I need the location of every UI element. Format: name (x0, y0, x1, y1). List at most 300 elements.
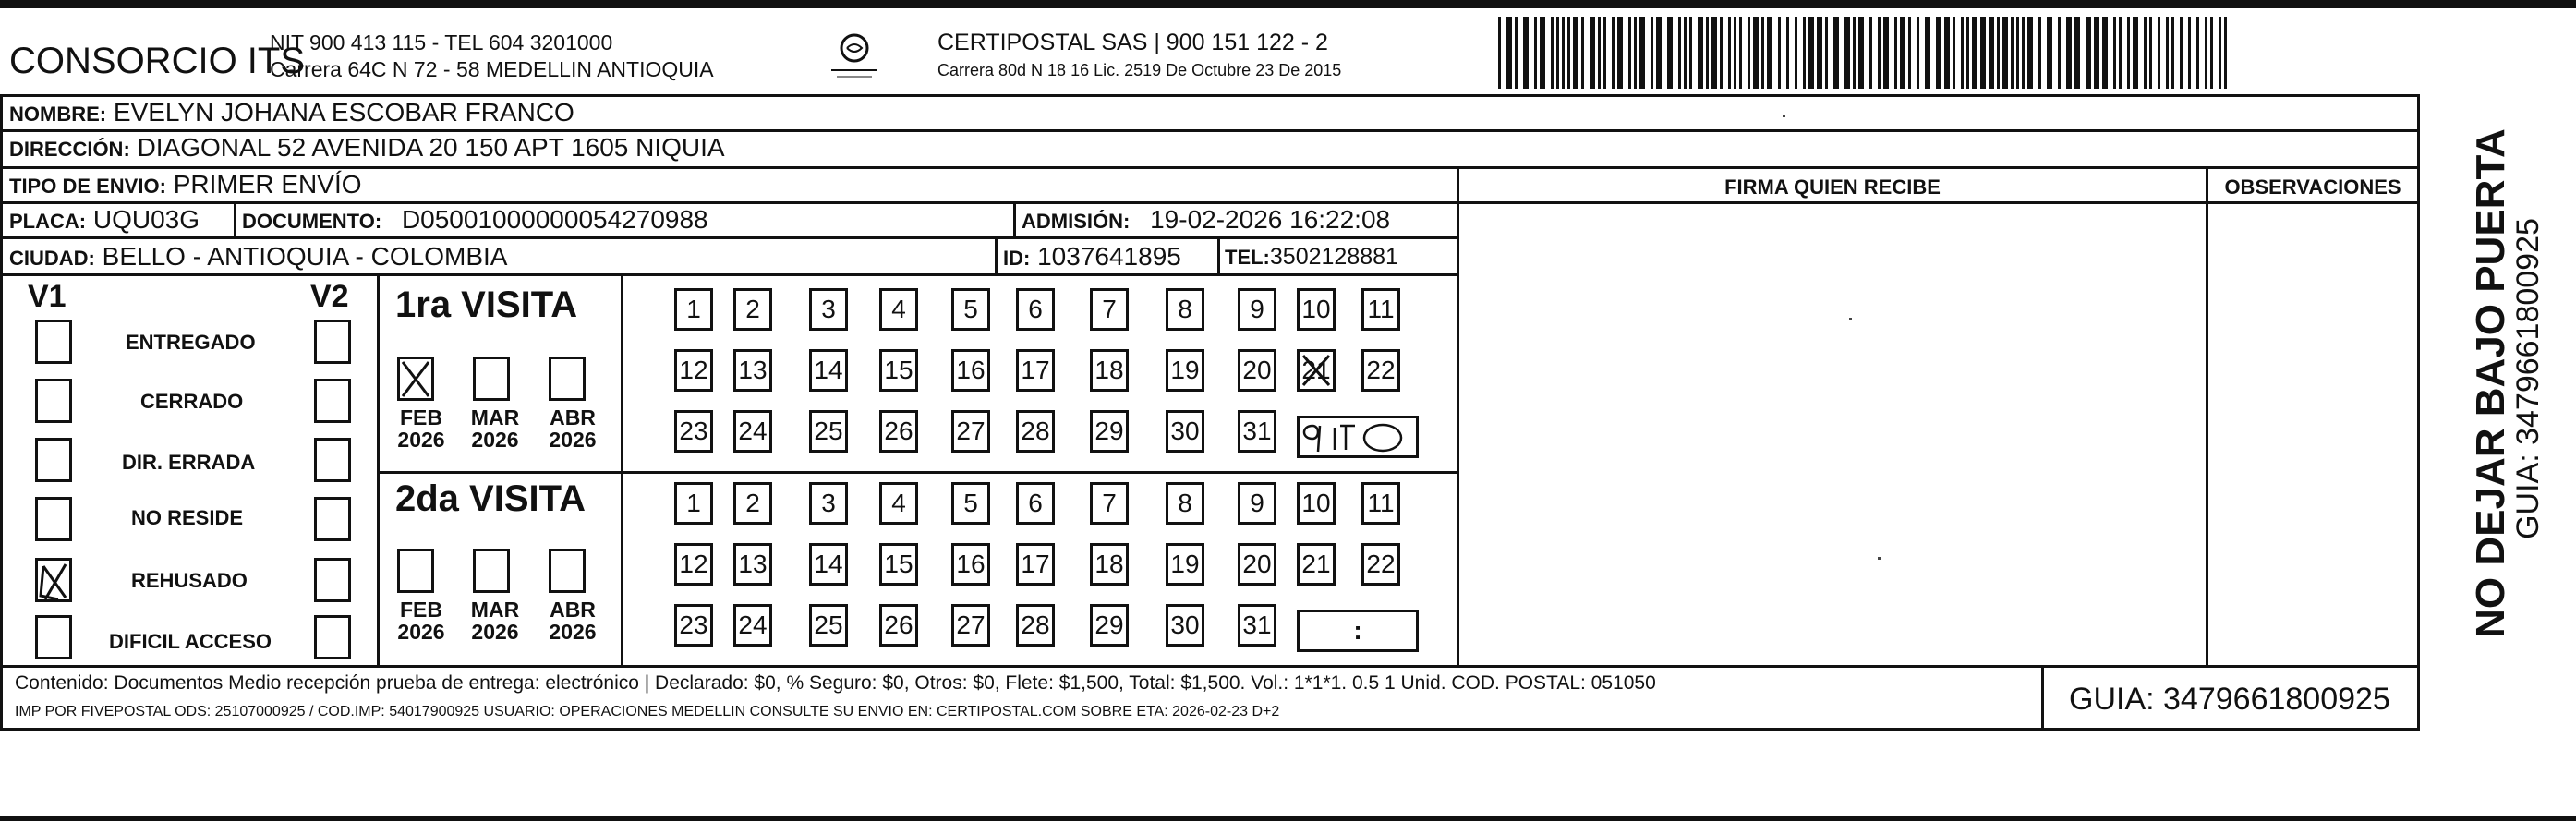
documento-label: DOCUMENTO: (242, 210, 382, 233)
visit2-day-23[interactable] (674, 604, 713, 647)
barcode-bar (1728, 17, 1731, 89)
nombre-label: NOMBRE: (9, 103, 107, 126)
visit1-day-1[interactable] (674, 288, 713, 331)
rehusado-check-mark-icon (38, 561, 71, 601)
day-number: 6 (1028, 295, 1043, 323)
barcode-bar (2038, 17, 2041, 89)
day-number: 3 (821, 489, 836, 517)
rule-doc-admision (1013, 201, 1016, 238)
visit1-time-box[interactable] (1297, 416, 1419, 458)
day-number: 7 (1102, 489, 1117, 517)
barcode-bar (1498, 17, 1501, 89)
visit2-day-31[interactable] (1238, 604, 1276, 647)
visit1-mar-year: 2026 (471, 428, 519, 453)
day-number: 13 (738, 550, 768, 578)
admision-label: ADMISIÓN: (1022, 210, 1131, 233)
visit1-day-7[interactable] (1090, 288, 1129, 331)
visit2-day-14[interactable] (809, 543, 848, 586)
ciudad-cell (9, 244, 507, 270)
visit2-day-2[interactable] (733, 482, 772, 525)
visit1-day-10[interactable] (1297, 288, 1336, 331)
day-number: 7 (1102, 295, 1117, 323)
day-number: 28 (1021, 610, 1050, 639)
day-number: 9 (1250, 295, 1264, 323)
barcode-bar (1753, 17, 1759, 89)
barcode-bar (1603, 17, 1606, 89)
barcode-bar (2158, 17, 2160, 89)
barcode-bar (1878, 17, 1881, 89)
v1-entregado-checkbox[interactable] (35, 320, 72, 364)
barcode-bar (2102, 17, 2108, 89)
visit1-abr-label (545, 406, 600, 451)
barcode-bar (2205, 17, 2207, 89)
barcode-bar (2166, 17, 2169, 89)
day-number: 16 (956, 356, 986, 384)
visit2-day-26[interactable] (879, 604, 918, 647)
header-dot (1783, 115, 1785, 117)
barcode-bar (1634, 17, 1637, 89)
day-number: 20 (1242, 356, 1272, 384)
visit1-mar-checkbox[interactable] (473, 357, 510, 401)
day-number: 27 (956, 610, 986, 639)
rule-ciudad-id (995, 236, 998, 275)
barcode-bar (1678, 17, 1681, 89)
admision-value: 19-02-2026 16:22:08 (1150, 205, 1391, 234)
visit2-feb-checkbox[interactable] (397, 549, 434, 593)
tipo-row (9, 172, 362, 198)
documento-cell (242, 207, 708, 233)
placa-label: PLACA: (9, 210, 87, 233)
day-number: 22 (1366, 356, 1396, 384)
visit2-day-30[interactable] (1166, 604, 1204, 647)
ciudad-label: CIUDAD: (9, 247, 95, 270)
barcode-bar (2224, 17, 2227, 89)
barcode-bar (2022, 17, 2025, 89)
visit2-mar-checkbox[interactable] (473, 549, 510, 593)
visit2-feb-month: FEB (400, 598, 442, 622)
v2-no-reside-checkbox[interactable] (314, 497, 351, 541)
v1-label: V1 (28, 279, 67, 314)
visit1-day-14[interactable] (809, 349, 848, 392)
documento-value: D05001000000054270988 (401, 205, 708, 234)
rule-footer-guia (2041, 665, 2044, 730)
barcode-bar (1523, 17, 1529, 89)
visit2-feb-label (393, 598, 449, 643)
day-number: 29 (1094, 417, 1124, 445)
visit2-time-value: : (1353, 616, 1362, 645)
visit1-day-31[interactable] (1238, 410, 1276, 453)
barcode-bar (2058, 17, 2061, 89)
visit1-day-11[interactable] (1361, 288, 1400, 331)
barcode-bar (2188, 17, 2191, 89)
visit2-day-3[interactable] (809, 482, 848, 525)
status-rehusado: REHUSADO (131, 569, 248, 592)
barcode-bar (1997, 17, 2000, 89)
barcode-bar (1825, 17, 1828, 89)
courier-line1: CERTIPOSTAL SAS | 900 151 122 - 2 (937, 30, 1328, 55)
day-number: 1 (686, 295, 701, 323)
day-number: 1 (686, 489, 701, 517)
rule-tipo (0, 201, 2420, 204)
barcode-bar (1628, 17, 1631, 89)
barcode-bar (1961, 17, 1964, 89)
day-number: 24 (738, 417, 768, 445)
day-number: 3 (821, 295, 836, 323)
visit2-day-8[interactable] (1166, 482, 1204, 525)
day-number: 2 (745, 489, 760, 517)
top-border (0, 0, 2576, 8)
direccion-value: DIAGONAL 52 AVENIDA 20 150 APT 1605 NIQUIA (137, 133, 725, 162)
visit2-day-5[interactable] (951, 482, 990, 525)
rule-placa-doc (234, 201, 236, 238)
day-number: 14 (814, 550, 843, 578)
barcode-bar (2210, 17, 2213, 89)
visit1-day-23[interactable] (674, 410, 713, 453)
rule-nombre (0, 129, 2420, 132)
day-number: 29 (1094, 610, 1124, 639)
rule-top (0, 94, 2420, 97)
barcode-bar (2171, 17, 2174, 89)
visit2-mar-label (467, 598, 523, 643)
visit2-day-1[interactable] (674, 482, 713, 525)
tel-label: TEL: (1225, 246, 1270, 269)
barcode-bar (1667, 17, 1673, 89)
visit2-day-9[interactable] (1238, 482, 1276, 525)
barcode-bar (1506, 17, 1512, 89)
barcode-bar (2011, 17, 2014, 89)
visit1-day-12[interactable] (674, 349, 713, 392)
visit1-day-17[interactable] (1016, 349, 1055, 392)
status-cerrado: CERRADO (140, 390, 244, 413)
barcode-bar (1894, 17, 1897, 89)
barcode-bar (1651, 17, 1653, 89)
day-number: 22 (1366, 550, 1396, 578)
day-number: 23 (679, 610, 708, 639)
day-number: 4 (891, 489, 906, 517)
barcode-bar (1581, 17, 1584, 89)
day-number: 25 (814, 610, 843, 639)
visit1-day-22[interactable] (1361, 349, 1400, 392)
visit2-abr-label (545, 598, 600, 643)
visit1-feb-year: 2026 (397, 428, 445, 453)
rule-months-days (621, 273, 623, 667)
day-number: 8 (1178, 489, 1192, 517)
visit2-day-25[interactable] (809, 604, 848, 647)
visit2-mar-year: 2026 (471, 620, 519, 645)
day-number: 27 (956, 417, 986, 445)
visit1-day-9[interactable] (1238, 288, 1276, 331)
id-cell (1003, 244, 1181, 270)
barcode-bar (2219, 17, 2221, 89)
visit1-abr-month: ABR (550, 405, 596, 429)
day-number: 13 (738, 356, 768, 384)
barcode-bar (1573, 17, 1578, 89)
day-number: 17 (1021, 550, 1050, 578)
tipo-value: PRIMER ENVÍO (173, 170, 362, 199)
barcode-bar (1684, 17, 1687, 89)
barcode-bar (1803, 17, 1806, 89)
day-number: 9 (1250, 489, 1264, 517)
tel-value: 3502128881 (1269, 244, 1398, 270)
observaciones-header: OBSERVACIONES (2224, 175, 2401, 199)
barcode-bar (1853, 17, 1856, 89)
v1-dificil-acceso-checkbox[interactable] (35, 615, 72, 659)
barcode-bar (2180, 17, 2183, 89)
day-number: 10 (1301, 489, 1331, 517)
visit1-abr-year: 2026 (549, 428, 597, 453)
v1-cerrado-checkbox[interactable] (35, 379, 72, 423)
day-number: 5 (963, 295, 978, 323)
certipostal-logo (813, 26, 896, 81)
visit1-day-6[interactable] (1016, 288, 1055, 331)
visit1-day-2[interactable] (733, 288, 772, 331)
day-number: 8 (1178, 295, 1192, 323)
barcode-bar (2086, 17, 2091, 89)
barcode-bar (1617, 17, 1623, 89)
day-number: 6 (1028, 489, 1043, 517)
day-number: 10 (1301, 295, 1331, 323)
barcode-bar (1590, 17, 1595, 89)
firma-header: FIRMA QUIEN RECIBE (1724, 175, 1941, 199)
visit2-time-box[interactable] (1297, 610, 1419, 652)
day-number: 28 (1021, 417, 1050, 445)
barcode-bar (1908, 17, 1911, 89)
barcode-bar (2094, 17, 2099, 89)
rule-obs-left (2206, 166, 2208, 667)
barcode-bar (1767, 17, 1772, 89)
visit1-day-15[interactable] (879, 349, 918, 392)
barcode-bar (1534, 17, 1537, 89)
visit2-day-10[interactable] (1297, 482, 1336, 525)
barcode-bar (1833, 17, 1839, 89)
barcode-bar (2196, 17, 2199, 89)
visit1-feb-label (393, 406, 449, 451)
day-number: 30 (1170, 610, 1200, 639)
day-number: 5 (963, 489, 978, 517)
placa-cell (9, 207, 200, 233)
visit2-day-11[interactable] (1361, 482, 1400, 525)
visit2-feb-year: 2026 (397, 620, 445, 645)
visit2-day-4[interactable] (879, 482, 918, 525)
visit2-day-20[interactable] (1238, 543, 1276, 586)
barcode (1498, 17, 2232, 89)
visit2-title: 2da VISITA (395, 478, 586, 519)
barcode-bar (1639, 17, 1645, 89)
barcode-bar (1734, 17, 1736, 89)
visit2-day-22[interactable] (1361, 543, 1400, 586)
side-guia: GUIA: 3479661800925 (2510, 218, 2546, 539)
visit2-day-28[interactable] (1016, 604, 1055, 647)
barcode-bar (2119, 17, 2122, 89)
v2-dificil-acceso-checkbox[interactable] (314, 615, 351, 659)
visit1-day-20[interactable] (1238, 349, 1276, 392)
day-number: 24 (738, 610, 768, 639)
v1-no-reside-checkbox[interactable] (35, 497, 72, 541)
barcode-bar (1689, 17, 1692, 89)
rule-status-visits (377, 273, 380, 667)
barcode-bar (1869, 17, 1872, 89)
barcode-bar (1748, 17, 1750, 89)
visit1-day-4[interactable] (879, 288, 918, 331)
tipo-label: TIPO DE ENVIO: (9, 175, 166, 198)
barcode-bar (1515, 17, 1518, 89)
barcode-bar (1944, 17, 1950, 89)
visit1-feb-checkbox[interactable] (397, 357, 434, 401)
day-number: 14 (814, 356, 843, 384)
visit2-day-21[interactable] (1297, 543, 1336, 586)
visit1-day-5[interactable] (951, 288, 990, 331)
barcode-bar (2144, 17, 2147, 89)
rule-visit-divider (379, 471, 1459, 474)
barcode-bar (2027, 17, 2033, 89)
barcode-bar (1761, 17, 1764, 89)
rule-ciudad (0, 273, 1459, 276)
barcode-bar (1567, 17, 1570, 89)
v1-rehusado-checkbox[interactable] (35, 558, 72, 602)
visit1-day-3[interactable] (809, 288, 848, 331)
day-number: 26 (884, 610, 913, 639)
visit1-day-21[interactable] (1297, 349, 1336, 392)
v2-rehusado-checkbox[interactable] (314, 558, 351, 602)
barcode-bar (1656, 17, 1662, 89)
v1-dir-errada-checkbox[interactable] (35, 438, 72, 482)
v2-entregado-checkbox[interactable] (314, 320, 351, 364)
rule-placa (0, 236, 1459, 239)
v2-cerrado-checkbox[interactable] (314, 379, 351, 423)
barcode-bar (2002, 17, 2008, 89)
day-number: 30 (1170, 417, 1200, 445)
id-value: 1037641895 (1037, 242, 1181, 271)
v2-label: V2 (310, 279, 349, 314)
barcode-bar (1817, 17, 1822, 89)
barcode-bar (1556, 17, 1559, 89)
rule-right (2417, 94, 2420, 730)
barcode-bar (1972, 17, 1977, 89)
barcode-bar (1966, 17, 1969, 89)
footer-line1: Contenido: Documentos Medio recepción prueba de entrega: electrónico | Declarado: $0, % Seguro: $0, Otros: $0, Flete: $1,500, Total: $1,500. Vol.: 1*1*1. 0.5 1 Unid. COD. POSTAL: 051050 (15, 672, 1656, 694)
admision-cell (1022, 207, 1390, 233)
day-number: 31 (1242, 417, 1272, 445)
day-number: 12 (679, 550, 708, 578)
status-entregado: ENTREGADO (126, 331, 256, 354)
visit1-day-25[interactable] (809, 410, 848, 453)
signature-dot (1849, 318, 1852, 320)
day-number: 18 (1094, 550, 1124, 578)
rule-footer-bottom (0, 728, 2420, 731)
visit1-day-28[interactable] (1016, 410, 1055, 453)
rule-left (0, 94, 3, 730)
barcode-bar (1858, 17, 1864, 89)
ciudad-value: BELLO - ANTIOQUIA - COLOMBIA (102, 242, 508, 271)
visit1-day-19[interactable] (1166, 349, 1204, 392)
visit2-mar-month: MAR (470, 598, 520, 622)
visit2-abr-checkbox[interactable] (549, 549, 586, 593)
company-name: CONSORCIO ITS (9, 41, 306, 81)
barcode-bar (1720, 17, 1723, 89)
visit2-day-16[interactable] (951, 543, 990, 586)
direccion-row (9, 135, 725, 161)
barcode-bar (1936, 17, 1941, 89)
visit1-mar-month: MAR (470, 405, 520, 429)
visit1-day-13[interactable] (733, 349, 772, 392)
visit2-day-18[interactable] (1090, 543, 1129, 586)
barcode-bar (1562, 17, 1565, 89)
rule-direccion (0, 166, 2420, 169)
visit1-day-16[interactable] (951, 349, 990, 392)
visit2-day-27[interactable] (951, 604, 990, 647)
barcode-bar (2047, 17, 2052, 89)
day-number: 12 (679, 356, 708, 384)
visit2-day-7[interactable] (1090, 482, 1129, 525)
barcode-bar (1925, 17, 1930, 89)
visit2-day-19[interactable] (1166, 543, 1204, 586)
day-number: 21 (1301, 356, 1331, 384)
day-number: 2 (745, 295, 760, 323)
visit2-day-24[interactable] (733, 604, 772, 647)
day-number: 31 (1242, 610, 1272, 639)
visit1-day-30[interactable] (1166, 410, 1204, 453)
visit2-day-12[interactable] (674, 543, 713, 586)
nombre-value: EVELYN JOHANA ESCOBAR FRANCO (113, 98, 574, 127)
visit1-day-18[interactable] (1090, 349, 1129, 392)
barcode-bar (2113, 17, 2116, 89)
barcode-bar (1778, 17, 1781, 89)
visit1-day-8[interactable] (1166, 288, 1204, 331)
visit2-day-29[interactable] (1090, 604, 1129, 647)
visit2-day-17[interactable] (1016, 543, 1055, 586)
day-number: 23 (679, 417, 708, 445)
day-number: 25 (814, 417, 843, 445)
visit1-abr-checkbox[interactable] (549, 357, 586, 401)
visit1-title: 1ra VISITA (395, 284, 578, 325)
barcode-bar (1900, 17, 1905, 89)
barcode-bar (1540, 17, 1545, 89)
day-number: 16 (956, 550, 986, 578)
visit1-day-26[interactable] (879, 410, 918, 453)
day-number: 26 (884, 417, 913, 445)
barcode-bar (1739, 17, 1742, 89)
company-info-line1: NIT 900 413 115 - TEL 604 3201000 (270, 30, 613, 54)
visit2-day-13[interactable] (733, 543, 772, 586)
barcode-bar (1989, 17, 1994, 89)
barcode-bar (1598, 17, 1601, 89)
barcode-bar (1917, 17, 1919, 89)
barcode-bar (1786, 17, 1789, 89)
rule-sign-left (1457, 166, 1459, 667)
barcode-bar (1795, 17, 1797, 89)
barcode-bar (1980, 17, 1986, 89)
visit2-day-6[interactable] (1016, 482, 1055, 525)
barcode-bar (2066, 17, 2072, 89)
direccion-label: DIRECCIÓN: (9, 138, 130, 161)
visit1-day-29[interactable] (1090, 410, 1129, 453)
visit1-mar-label (467, 406, 523, 451)
nombre-row (9, 100, 574, 126)
tel-cell (1225, 246, 1398, 269)
barcode-bar (1808, 17, 1814, 89)
visit1-day-27[interactable] (951, 410, 990, 453)
visit2-day-15[interactable] (879, 543, 918, 586)
barcode-bar (1711, 17, 1717, 89)
signature-dot-2 (1878, 557, 1881, 560)
barcode-bar (1883, 17, 1889, 89)
v2-dir-errada-checkbox[interactable] (314, 438, 351, 482)
day-number: 20 (1242, 550, 1272, 578)
visit1-day-24[interactable] (733, 410, 772, 453)
placa-value: UQU03G (92, 205, 200, 234)
courier-line2: Carrera 80d N 18 16 Lic. 2519 De Octubre 23 De 2015 (937, 61, 1342, 79)
day-number: 11 (1367, 295, 1395, 323)
